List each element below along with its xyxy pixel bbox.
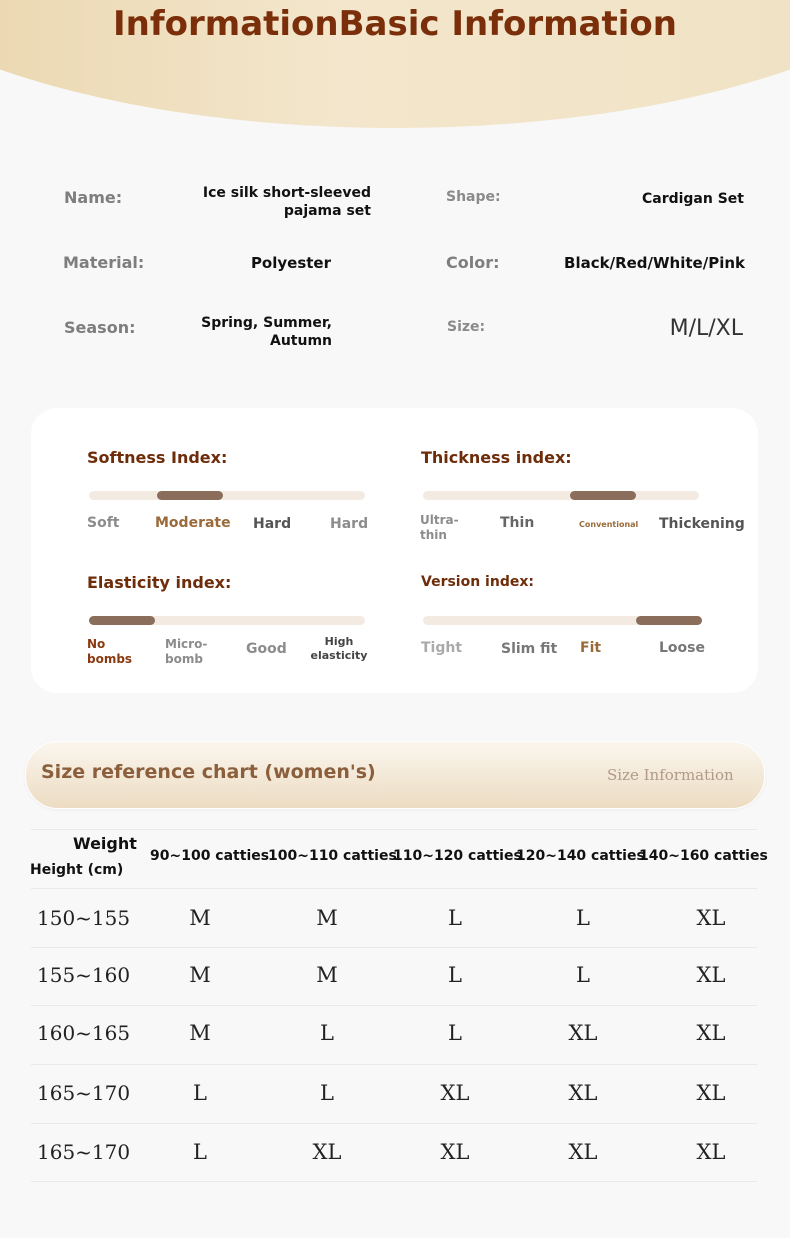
season-label: Season: (64, 318, 136, 337)
page-title: InformationBasic Information (113, 4, 677, 44)
size-cell: L (448, 963, 462, 987)
size-cell: L (320, 1021, 334, 1045)
size-value: M/L/XL (669, 316, 743, 341)
size-cell: XL (696, 1140, 726, 1164)
version-option-slim-fit: Slim fit (501, 641, 558, 657)
corner-height-label: Height (cm) (30, 862, 124, 878)
size-label: Size: (447, 319, 486, 335)
size-cell: L (448, 906, 462, 930)
version-option-fit: Fit (580, 640, 602, 656)
size-chart-title: Size reference chart (women's) (41, 761, 376, 783)
table-divider (31, 829, 757, 830)
table-divider (31, 1123, 757, 1124)
size-cell: XL (696, 1021, 726, 1045)
column-header: 120~140 catties (516, 848, 645, 864)
size-cell: L (448, 1021, 462, 1045)
size-chart-subtitle: Size Information (607, 766, 734, 784)
size-cell: L (193, 1081, 207, 1105)
table-divider (31, 1005, 757, 1006)
version-option-loose: Loose (659, 640, 705, 656)
version-level-fill (636, 616, 702, 625)
name-value: Ice silk short-sleeved pajama set (202, 185, 371, 219)
thickness-option-thickening: Thickening (659, 516, 745, 532)
size-cell: M (189, 1021, 211, 1045)
thickness-level-fill (570, 491, 636, 500)
row-height-label: 165~170 (37, 1140, 131, 1164)
thickness-track (423, 491, 699, 500)
softness-level-fill (157, 491, 223, 500)
elasticity-option-high-elasticity: High elasticity (310, 635, 368, 662)
corner-weight-label: Weight (73, 834, 137, 853)
elasticity-index-title: Elasticity index: (87, 573, 232, 592)
column-header: 90~100 catties (150, 848, 270, 864)
softness-option-hard-2: Hard (330, 516, 369, 532)
elasticity-level-fill (89, 616, 155, 625)
size-cell: L (576, 906, 590, 930)
size-cell: XL (696, 906, 726, 930)
size-cell: XL (440, 1140, 470, 1164)
elasticity-option-micro-bomb: Micro-bomb (165, 637, 208, 666)
softness-index-title: Softness Index: (87, 448, 228, 467)
size-cell: XL (440, 1081, 470, 1105)
shape-value: Cardigan Set (641, 191, 744, 207)
size-cell: XL (568, 1140, 598, 1164)
size-cell: XL (568, 1081, 598, 1105)
size-cell: XL (696, 963, 726, 987)
version-option-tight: Tight (421, 640, 463, 656)
size-cell: M (189, 906, 211, 930)
size-cell: XL (696, 1081, 726, 1105)
material-value: Polyester (250, 254, 331, 272)
row-height-label: 160~165 (37, 1021, 131, 1045)
thickness-index-title: Thickness index: (421, 448, 572, 467)
size-cell: XL (312, 1140, 342, 1164)
thickness-option-thin: Thin (500, 515, 535, 531)
name-label: Name: (64, 188, 123, 207)
size-cell: XL (568, 1021, 598, 1045)
size-cell: M (316, 963, 338, 987)
softness-option-soft: Soft (87, 515, 120, 531)
column-header: 100~110 catties (268, 848, 397, 864)
elasticity-option-good: Good (246, 641, 287, 657)
size-cell: L (193, 1140, 207, 1164)
version-track (423, 616, 702, 625)
row-height-label: 165~170 (37, 1081, 131, 1105)
size-cell: M (189, 963, 211, 987)
size-cell: L (576, 963, 590, 987)
softness-option-hard: Hard (253, 516, 292, 532)
thickness-option-ultra-thin: Ultra-thin (420, 513, 459, 542)
material-label: Material: (63, 253, 145, 272)
table-divider (31, 947, 757, 948)
thickness-option-conventional: Conventional (579, 520, 639, 529)
row-height-label: 155~160 (37, 963, 131, 987)
elasticity-track (89, 616, 365, 625)
color-value: Black/Red/White/Pink (564, 254, 745, 272)
softness-track (89, 491, 365, 500)
version-index-title: Version index: (421, 574, 534, 590)
season-value: Spring, Summer, Autumn (201, 315, 332, 349)
column-header: 110~120 catties (393, 848, 522, 864)
row-height-label: 150~155 (37, 906, 131, 930)
table-divider (31, 888, 757, 889)
color-label: Color: (446, 253, 500, 272)
table-divider (31, 1064, 757, 1065)
softness-option-moderate: Moderate (155, 515, 231, 531)
table-divider (31, 1181, 757, 1182)
size-cell: M (316, 906, 338, 930)
elasticity-option-no-bombs: No bombs (87, 637, 133, 666)
size-cell: L (320, 1081, 334, 1105)
shape-label: Shape: (446, 189, 501, 205)
column-header: 140~160 catties (639, 848, 768, 864)
